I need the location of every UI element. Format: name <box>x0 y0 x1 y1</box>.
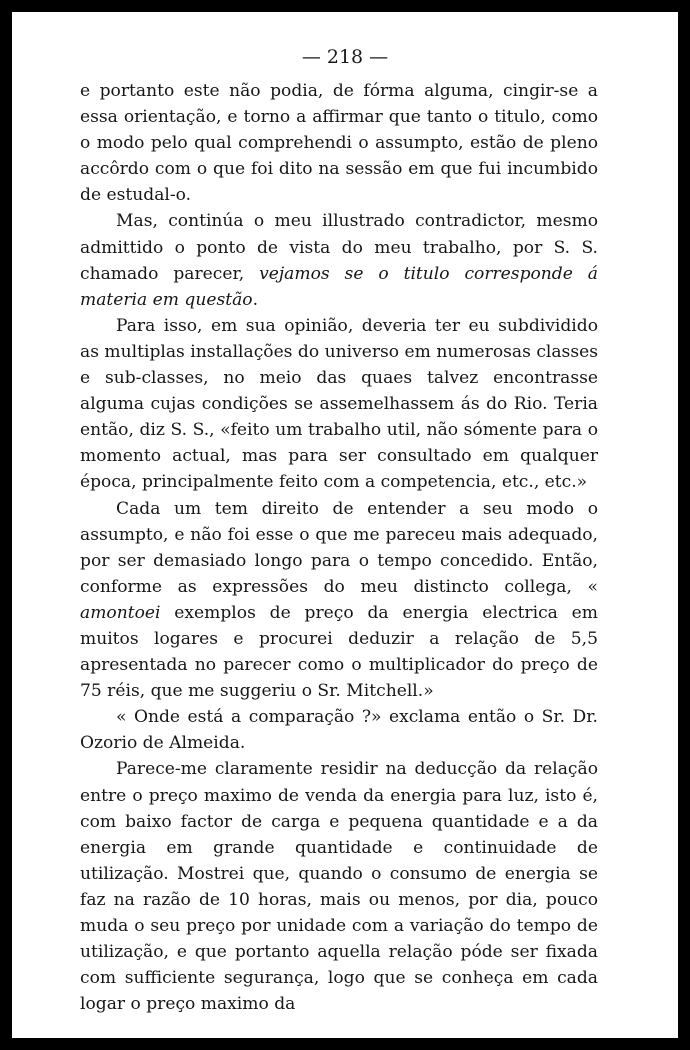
paragraph-5 <box>80 704 598 756</box>
body-text <box>80 78 598 1017</box>
paragraph-1-text: e portanto este não podia, de fórma alguma, cingir-se a essa orientação, e torno a affirmar que tanto o titulo, como o modo pelo qual comprehendi o assumpto, estão de pleno accôrdo com o que foi dito na sessão em que fui incumbido de estudal-o. <box>80 81 598 206</box>
book-page <box>12 12 678 1038</box>
page-number: — 218 — <box>301 46 389 68</box>
paragraph-3 <box>80 313 598 496</box>
paragraph-1 <box>80 78 598 208</box>
paragraph-3-text: Para isso, em sua opinião, deveria ter eu subdividido as multiplas installações do universo em numerosas classes e sub-classes, no meio das quaes talvez encontrasse alguma cujas condições se assemelhassem ás do Rio. Teria então, diz S. S., «feito um trabalho util, não sómente para o momento actual, mas para ser consultado em qualquer época, principalmente feito com a competencia, etc., etc.» <box>80 315 598 493</box>
paragraph-4-text-start: Cada um tem direito de entender a seu modo o assumpto, e não foi esse o que me pareceu mais adequado, por ser demasiado longo para o tempo concedido. Então, conforme as expressões do meu distincto collega, « <box>80 498 598 597</box>
paragraph-2-italic-quote: vejamos se o titulo corresponde á materia em questão <box>80 263 598 310</box>
paragraph-4-italic-word: amontoei <box>80 602 161 623</box>
paragraph-2-period: . <box>252 289 259 310</box>
paragraph-5-text: « Onde está a comparação ?» exclama então o Sr. Dr. Ozorio de Almeida. <box>80 707 598 754</box>
paragraph-4 <box>80 496 598 705</box>
paragraph-2 <box>80 208 598 312</box>
paragraph-2-text: Mas, continúa o meu illustrado contradictor, mesmo admittido o ponto de vista do meu trabalho, por S. S. chamado parecer, <box>80 211 598 284</box>
paragraph-6-text: Parece-me claramente residir na deducção da relação entre o preço maximo de venda da energia para luz, isto é, com baixo factor de carga e pequena quantidade e a da energia em grande quantidade e continuidade de utilização. Mostrei que, quando o consumo de energia se faz na razão de 10 horas, mais ou menos, por dia, pouco muda o seu preço por unidade com a variação do tempo de utilização, e que portanto aquella relação póde ser fixada com sufficiente segurança, logo que se conheça em cada logar o preço maximo da <box>80 759 598 1015</box>
paragraph-4-text-end: exemplos de preço da energia electrica em muitos logares e procurei deduzir a relação de 5,5 apresentada no parecer como o multiplicador do preço de 75 réis, que me suggeriu o Sr. Mitchell.» <box>80 602 598 702</box>
paragraph-6 <box>80 756 598 1017</box>
